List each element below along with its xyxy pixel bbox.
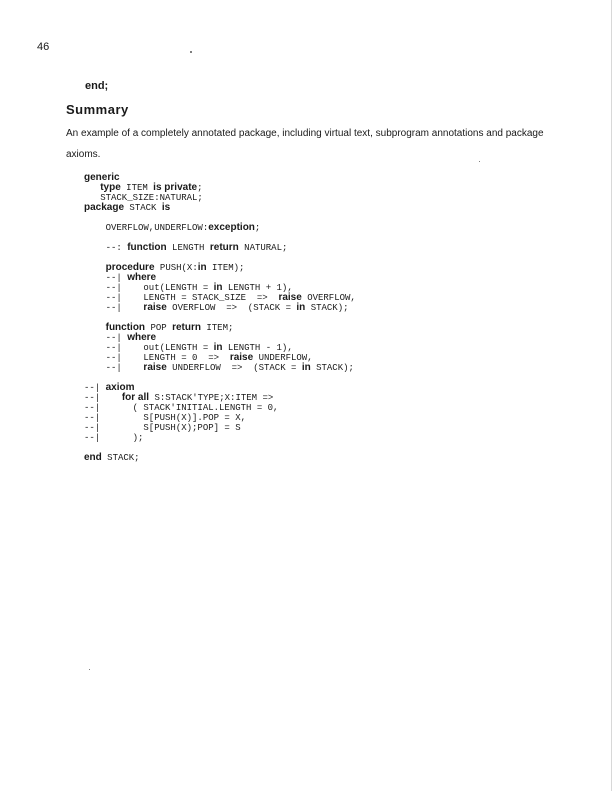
code-text: --| LENGTH = 0 => xyxy=(84,353,230,363)
code-text: --: xyxy=(84,243,128,253)
code-keyword: raise xyxy=(143,302,167,313)
code-text: STACK); xyxy=(305,303,349,313)
code-text: --| out(LENGTH = xyxy=(84,283,214,293)
code-text: ITEM; xyxy=(200,323,234,333)
code-line xyxy=(84,243,554,253)
code-text: NATURAL; xyxy=(238,243,288,253)
code-line xyxy=(84,403,554,413)
code-text: LENGTH xyxy=(166,243,210,253)
code-keyword: raise xyxy=(143,362,167,373)
code-keyword: end xyxy=(84,452,102,463)
scan-speck xyxy=(479,161,480,162)
scan-speck xyxy=(89,669,90,670)
code-text xyxy=(84,323,106,333)
code-text: LENGTH + 1), xyxy=(222,283,293,293)
code-text: POP xyxy=(145,323,173,333)
code-line xyxy=(84,453,554,463)
code-line xyxy=(84,213,554,223)
code-text: --| xyxy=(84,393,122,403)
code-keyword: is xyxy=(161,202,171,213)
code-text xyxy=(84,183,100,193)
code-line xyxy=(84,343,554,353)
code-text: UNDERFLOW, xyxy=(253,353,313,363)
code-text: ITEM); xyxy=(206,263,245,273)
code-text: STACK xyxy=(124,203,162,213)
code-keyword: axiom xyxy=(105,382,135,393)
page-number: 46 xyxy=(37,41,50,53)
code-text xyxy=(84,263,106,273)
code-keyword: return xyxy=(172,322,201,333)
code-text: STACK_SIZE:NATURAL; xyxy=(84,193,203,203)
code-line xyxy=(84,333,554,343)
code-line xyxy=(84,303,554,313)
code-keyword: function xyxy=(127,242,167,253)
code-text: --| xyxy=(84,303,144,313)
code-text: --| S[PUSH(X);POP] = S xyxy=(84,423,241,433)
code-text: ITEM xyxy=(120,183,154,193)
code-text: STACK); xyxy=(310,363,354,373)
code-keyword: for all xyxy=(121,392,150,403)
code-text: STACK; xyxy=(101,453,140,463)
code-text: OVERFLOW,UNDERFLOW: xyxy=(84,223,209,233)
code-text: --| xyxy=(84,363,144,373)
code-text: OVERFLOW => (STACK = xyxy=(166,303,297,313)
code-text: --| ( STACK'INITIAL.LENGTH = 0, xyxy=(84,403,279,413)
summary-heading: Summary xyxy=(66,102,129,117)
code-text: PUSH(X: xyxy=(154,263,198,273)
code-line xyxy=(84,193,554,203)
summary-paragraph: An example of a completely annotated package, including virtual text, subprogram annotations and package axioms. xyxy=(66,128,544,160)
code-text: ; xyxy=(197,183,203,193)
code-text: --| ); xyxy=(84,433,144,443)
code-keyword: where xyxy=(127,332,157,343)
code-keyword: in xyxy=(213,342,223,353)
code-keyword: is private xyxy=(153,182,198,193)
code-text: --| xyxy=(84,273,128,283)
scan-speck xyxy=(190,51,192,53)
code-keyword: in xyxy=(301,362,311,373)
code-keyword: in xyxy=(213,282,223,293)
code-line xyxy=(84,273,554,283)
code-text: OVERFLOW, xyxy=(301,293,356,303)
code-line xyxy=(84,423,554,433)
code-text: ; xyxy=(254,223,261,233)
code-text: --| S[PUSH(X)].POP = X, xyxy=(84,413,247,423)
code-keyword: package xyxy=(84,202,125,213)
code-keyword: where xyxy=(127,272,157,283)
code-keyword: raise xyxy=(229,352,254,363)
code-line xyxy=(84,413,554,423)
code-line xyxy=(84,383,554,393)
code-text: --| LENGTH = STACK_SIZE => xyxy=(84,293,279,303)
code-line xyxy=(84,183,554,193)
code-line xyxy=(84,373,554,383)
code-line xyxy=(84,393,554,403)
code-line xyxy=(84,433,554,443)
code-keyword: type xyxy=(100,182,121,193)
code-keyword: in xyxy=(296,302,306,313)
code-text: UNDERFLOW => (STACK = xyxy=(166,363,302,373)
code-keyword: exception xyxy=(208,222,255,233)
code-line xyxy=(84,283,554,293)
code-text: --| xyxy=(84,383,106,393)
code-keyword: function xyxy=(105,322,146,333)
code-keyword: raise xyxy=(278,292,302,303)
code-line xyxy=(84,313,554,323)
code-keyword: generic xyxy=(84,172,120,183)
code-listing xyxy=(84,173,554,463)
code-keyword: return xyxy=(209,242,239,253)
code-keyword: in xyxy=(197,262,207,273)
code-line xyxy=(84,223,554,233)
code-text: LENGTH - 1), xyxy=(222,343,293,353)
code-text: --| xyxy=(84,333,128,343)
code-keyword: procedure xyxy=(105,262,155,273)
code-text: S:STACK'TYPE;X:ITEM => xyxy=(149,393,274,403)
code-line xyxy=(84,363,554,373)
code-line xyxy=(84,203,554,213)
code-line xyxy=(84,443,554,453)
code-text: --| out(LENGTH = xyxy=(84,343,214,353)
end-statement: end; xyxy=(85,80,109,92)
